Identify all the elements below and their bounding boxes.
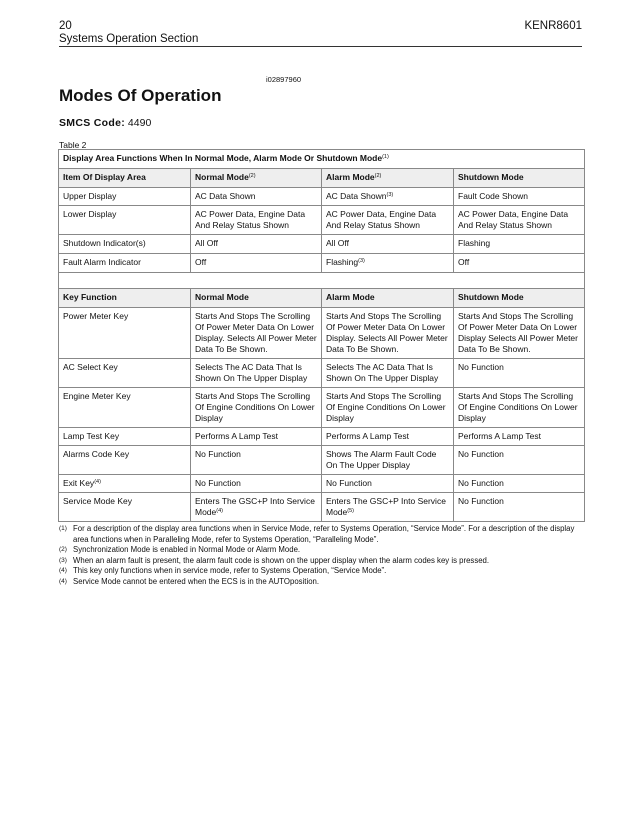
table-cell: No Function xyxy=(454,359,585,388)
footnote-text: This key only functions when in service mode, refer to Systems Operation, “Service Mode”. xyxy=(73,566,387,576)
table-cell: No Function xyxy=(322,475,454,493)
table-cell: AC Data Shown xyxy=(191,188,322,206)
table-cell: Starts And Stops The Scrolling Of Engine Conditions On Lower Display xyxy=(322,388,454,428)
table-cell: Enters The GSC+P Into Service Mode$^{(5)}$ xyxy=(322,493,454,522)
table-cell: Selects The AC Data That Is Shown On The Upper Display xyxy=(191,359,322,388)
table-cell: AC Select Key xyxy=(59,359,191,388)
smcs-code xyxy=(59,117,151,129)
table-cell: Power Meter Key xyxy=(59,308,191,359)
table-cell: Flashing$^{(3)}$ xyxy=(322,254,454,273)
table-row xyxy=(59,206,585,235)
footnote-ref: (3) xyxy=(358,258,365,264)
table-row xyxy=(59,254,585,273)
table-cell: Alarms Code Key xyxy=(59,446,191,475)
page-header-left xyxy=(59,20,198,46)
footnote-number: (1) xyxy=(59,525,67,532)
table-cell: AC Power Data, Engine Data And Relay Status Shown xyxy=(191,206,322,235)
footnote-ref: (4) xyxy=(94,479,101,485)
footnote-number: (3) xyxy=(59,556,67,564)
column-header: Alarm Mode xyxy=(322,289,454,308)
footnote-number: (2) xyxy=(59,546,67,554)
section-name: Systems Operation Section xyxy=(59,33,199,45)
table-row xyxy=(59,308,585,359)
footnote-ref: (4) xyxy=(216,508,223,514)
column-header: Item Of Display Area xyxy=(59,169,191,188)
footnote-number: (4) xyxy=(59,567,67,575)
table-cell: Off xyxy=(454,254,585,273)
column-header: Normal Mode$^{(2)}$ xyxy=(191,169,322,188)
table-row xyxy=(59,188,585,206)
footnote-ref: (5) xyxy=(347,508,354,514)
table-cell: Lamp Test Key xyxy=(59,428,191,446)
table-cell: Flashing xyxy=(454,235,585,254)
spacer-cell xyxy=(59,273,585,289)
column-header: Shutdown Mode xyxy=(454,289,585,308)
table-cell: No Function xyxy=(454,475,585,493)
table-cell: Starts And Stops The Scrolling Of Engine Conditions On Lower Display xyxy=(191,388,322,428)
footnote xyxy=(59,524,585,545)
table-cell: Engine Meter Key xyxy=(59,388,191,428)
smcs-value: 4490 xyxy=(127,117,152,129)
footnote-ref: (3) xyxy=(386,192,394,198)
table-cell: Performs A Lamp Test xyxy=(454,428,585,446)
footnote xyxy=(59,545,585,556)
footnote-text: Service Mode cannot be entered when the ECS is in the AUTOposition. xyxy=(73,576,320,586)
table-cell: Starts And Stops The Scrolling Of Engine Conditions On Lower Display xyxy=(454,388,585,428)
column-header: Shutdown Mode xyxy=(454,169,585,188)
footnote-text: Synchronization Mode is enabled in Normal Mode or Alarm Mode. xyxy=(73,545,301,555)
table-row xyxy=(59,235,585,254)
table-cell: Exit Key$^{(4)}$ xyxy=(59,475,191,493)
column-header: Alarm Mode$^{(2)}$ xyxy=(322,169,454,188)
table-row xyxy=(59,359,585,388)
modes-table xyxy=(58,149,585,522)
table-spacer-row xyxy=(59,273,585,289)
reference-code: i02897960 xyxy=(266,75,302,84)
table-cell: Starts And Stops The Scrolling Of Power Meter Data On Lower Display. Selects All Power Meter Data To Be Shown. xyxy=(322,308,454,359)
footnote-text: When an alarm fault is present, the alarm fault code is shown on the upper display when the alarm codes key is pressed. xyxy=(73,555,490,565)
table-cell: AC Data Shown$^{(3)}$ xyxy=(322,188,454,206)
page-title: Modes Of Operation xyxy=(59,86,222,105)
table-cell: Selects The AC Data That Is Shown On The Upper Display xyxy=(322,359,454,388)
table-header-row xyxy=(59,289,585,308)
footnote-text: For a description of the display area functions when in Service Mode, refer to Systems Operation, “Service Mode”. For a description of the display area functions when in Paralleling Mode, refer to Systems Operation, “Paralleling Mode”. xyxy=(73,524,575,544)
document-id: KENR8601 xyxy=(524,20,582,32)
table-cell: No Function xyxy=(454,446,585,475)
table-cell: Upper Display xyxy=(59,188,191,206)
table-cell: AC Power Data, Engine Data And Relay Status Shown xyxy=(322,206,454,235)
column-header: Key Function xyxy=(59,289,191,308)
table-caption-row xyxy=(59,150,585,169)
table-cell: Starts And Stops The Scrolling Of Power Meter Data On Lower Display Selects All Power Meter Data To Be Shown. xyxy=(454,308,585,359)
footnote xyxy=(59,566,585,577)
table-cell: Starts And Stops The Scrolling Of Power Meter Data On Lower Display. Selects All Power Meter Data To Be Shown. xyxy=(191,308,322,359)
table-cell: Lower Display xyxy=(59,206,191,235)
footnote-number: (4) xyxy=(59,577,67,585)
table-cell: No Function xyxy=(191,475,322,493)
table-cell: Off xyxy=(191,254,322,273)
smcs-label: SMCS Code: xyxy=(59,117,125,129)
table-cell: All Off xyxy=(322,235,454,254)
column-header: Normal Mode xyxy=(191,289,322,308)
footnote-ref: (2) xyxy=(248,173,256,179)
footnotes xyxy=(59,524,585,588)
table-row xyxy=(59,446,585,475)
table-cell: Performs A Lamp Test xyxy=(322,428,454,446)
table-cell: Fault Alarm Indicator xyxy=(59,254,191,273)
table-cell: Shutdown Indicator(s) xyxy=(59,235,191,254)
table-label: Table 2 xyxy=(59,140,87,150)
table-cell: Performs A Lamp Test xyxy=(191,428,322,446)
footnote-ref: (2) xyxy=(374,173,382,179)
table-row xyxy=(59,388,585,428)
footnote xyxy=(59,556,585,567)
footnote xyxy=(59,577,585,588)
table-cell: AC Power Data, Engine Data And Relay Status Shown xyxy=(454,206,585,235)
table-cell: Shows The Alarm Fault Code On The Upper Display xyxy=(322,446,454,475)
table-cell: All Off xyxy=(191,235,322,254)
footnote-ref: (1) xyxy=(382,154,389,160)
table-cell: No Function xyxy=(191,446,322,475)
page-number: 20 xyxy=(59,20,72,32)
table-row xyxy=(59,493,585,522)
table-cell: Enters The GSC+P Into Service Mode$^{(4)}$ xyxy=(191,493,322,522)
table-cell: No Function xyxy=(454,493,585,522)
table-cell: Service Mode Key xyxy=(59,493,191,522)
table-caption: Display Area Functions When In Normal Mode, Alarm Mode Or Shutdown Mode$^{(1)}$ xyxy=(59,150,585,169)
table-row xyxy=(59,475,585,493)
table-row xyxy=(59,428,585,446)
table-header-row xyxy=(59,169,585,188)
header-divider xyxy=(59,46,582,47)
table-cell: Fault Code Shown xyxy=(454,188,585,206)
